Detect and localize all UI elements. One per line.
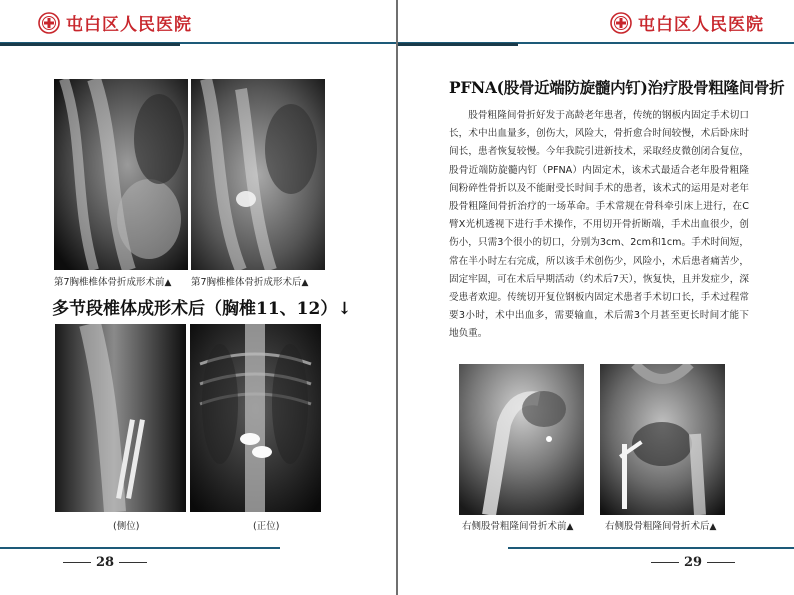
caption-after-text: 右侧股骨粗隆间骨折术后 xyxy=(605,521,710,532)
article-body xyxy=(449,107,749,344)
caption-hip-before xyxy=(462,518,573,532)
section-title xyxy=(52,294,352,319)
footer-line xyxy=(508,547,794,549)
caption-before-text: 右侧股骨粗隆间骨折术前 xyxy=(462,521,567,532)
xray-hip-before xyxy=(459,364,584,515)
hospital-logo xyxy=(38,10,192,35)
article-paragraph: 股骨粗隆间骨折好发于高龄老年患者，传统的钢板内固定手术切口长，术中出血量多，创伤大，风险大，骨折愈合时间较慢，术后卧床时间长，患者恢复较慢。今年我院引进新技术，采取经皮微创闭合复位，股骨近端防旋髓内钉（PFNA）内固定术，该术式最适合老年股骨粗隆间粉碎性骨折以及不能耐受长时间手术的患者，该术式的运用是对老年股骨粗隆间骨折治疗的一场革命。手术常规在骨科牵引床上进行，在C臂X光机透视下进行手术操作，不用切开骨折断端，手术出血很少，创伤小，只需3个很小的切口，分别为3cm、2cm和1cm。手术时间短，常在半小时左右完成，所以该手术创伤少，风险小，术后患者痛苦少，固定牢固，可在术后早期活动（约术后7天），恢复快，且并发症少，深受患者欢迎。传统切开复位钢板内固定术患者手术切口长，手术过程常要3小时，术中出血多，需要输血，术后需3个月甚至更长时间才能下地负重。 xyxy=(449,110,749,340)
hospital-emblem-icon xyxy=(38,12,60,34)
page-number-text: 28 xyxy=(96,555,115,570)
down-arrow-icon: ↓ xyxy=(337,299,352,319)
left-page xyxy=(0,0,396,595)
header-band-dark xyxy=(398,43,518,46)
caption-frontal: (正位) xyxy=(253,521,280,532)
caption-lateral: (侧位) xyxy=(113,521,140,532)
header-band-dark xyxy=(0,43,180,46)
caption-hip-after xyxy=(605,518,716,532)
caption-after-text: 第7胸椎椎体骨折成形术后 xyxy=(191,277,302,288)
xray-frontal xyxy=(190,324,321,512)
page-number-left xyxy=(58,555,152,570)
up-arrow-icon: ▲ xyxy=(566,522,574,532)
xray-lateral xyxy=(55,324,186,512)
hospital-logo xyxy=(610,10,764,35)
up-arrow-icon: ▲ xyxy=(709,522,717,532)
hospital-name: 屯白区人民医院 xyxy=(638,15,764,35)
hospital-emblem-icon xyxy=(610,12,632,34)
caption-spine-after xyxy=(191,274,308,288)
footer-line xyxy=(0,547,280,549)
article-title: PFNA(股骨近端防旋髓内钉)治疗股骨粗隆间骨折 xyxy=(449,78,785,97)
caption-spine-before xyxy=(54,274,171,288)
section-title-text: 多节段椎体成形术后（胸椎11、12） xyxy=(52,299,338,319)
page-number-text: 29 xyxy=(684,555,703,570)
page-number-right xyxy=(646,555,740,570)
up-arrow-icon: ▲ xyxy=(164,278,172,288)
up-arrow-icon: ▲ xyxy=(301,278,309,288)
xray-spine-before xyxy=(54,79,188,270)
xray-hip-after xyxy=(600,364,725,515)
xray-spine-after xyxy=(191,79,325,270)
caption-before-text: 第7胸椎椎体骨折成形术前 xyxy=(54,277,165,288)
hospital-name: 屯白区人民医院 xyxy=(66,15,192,35)
